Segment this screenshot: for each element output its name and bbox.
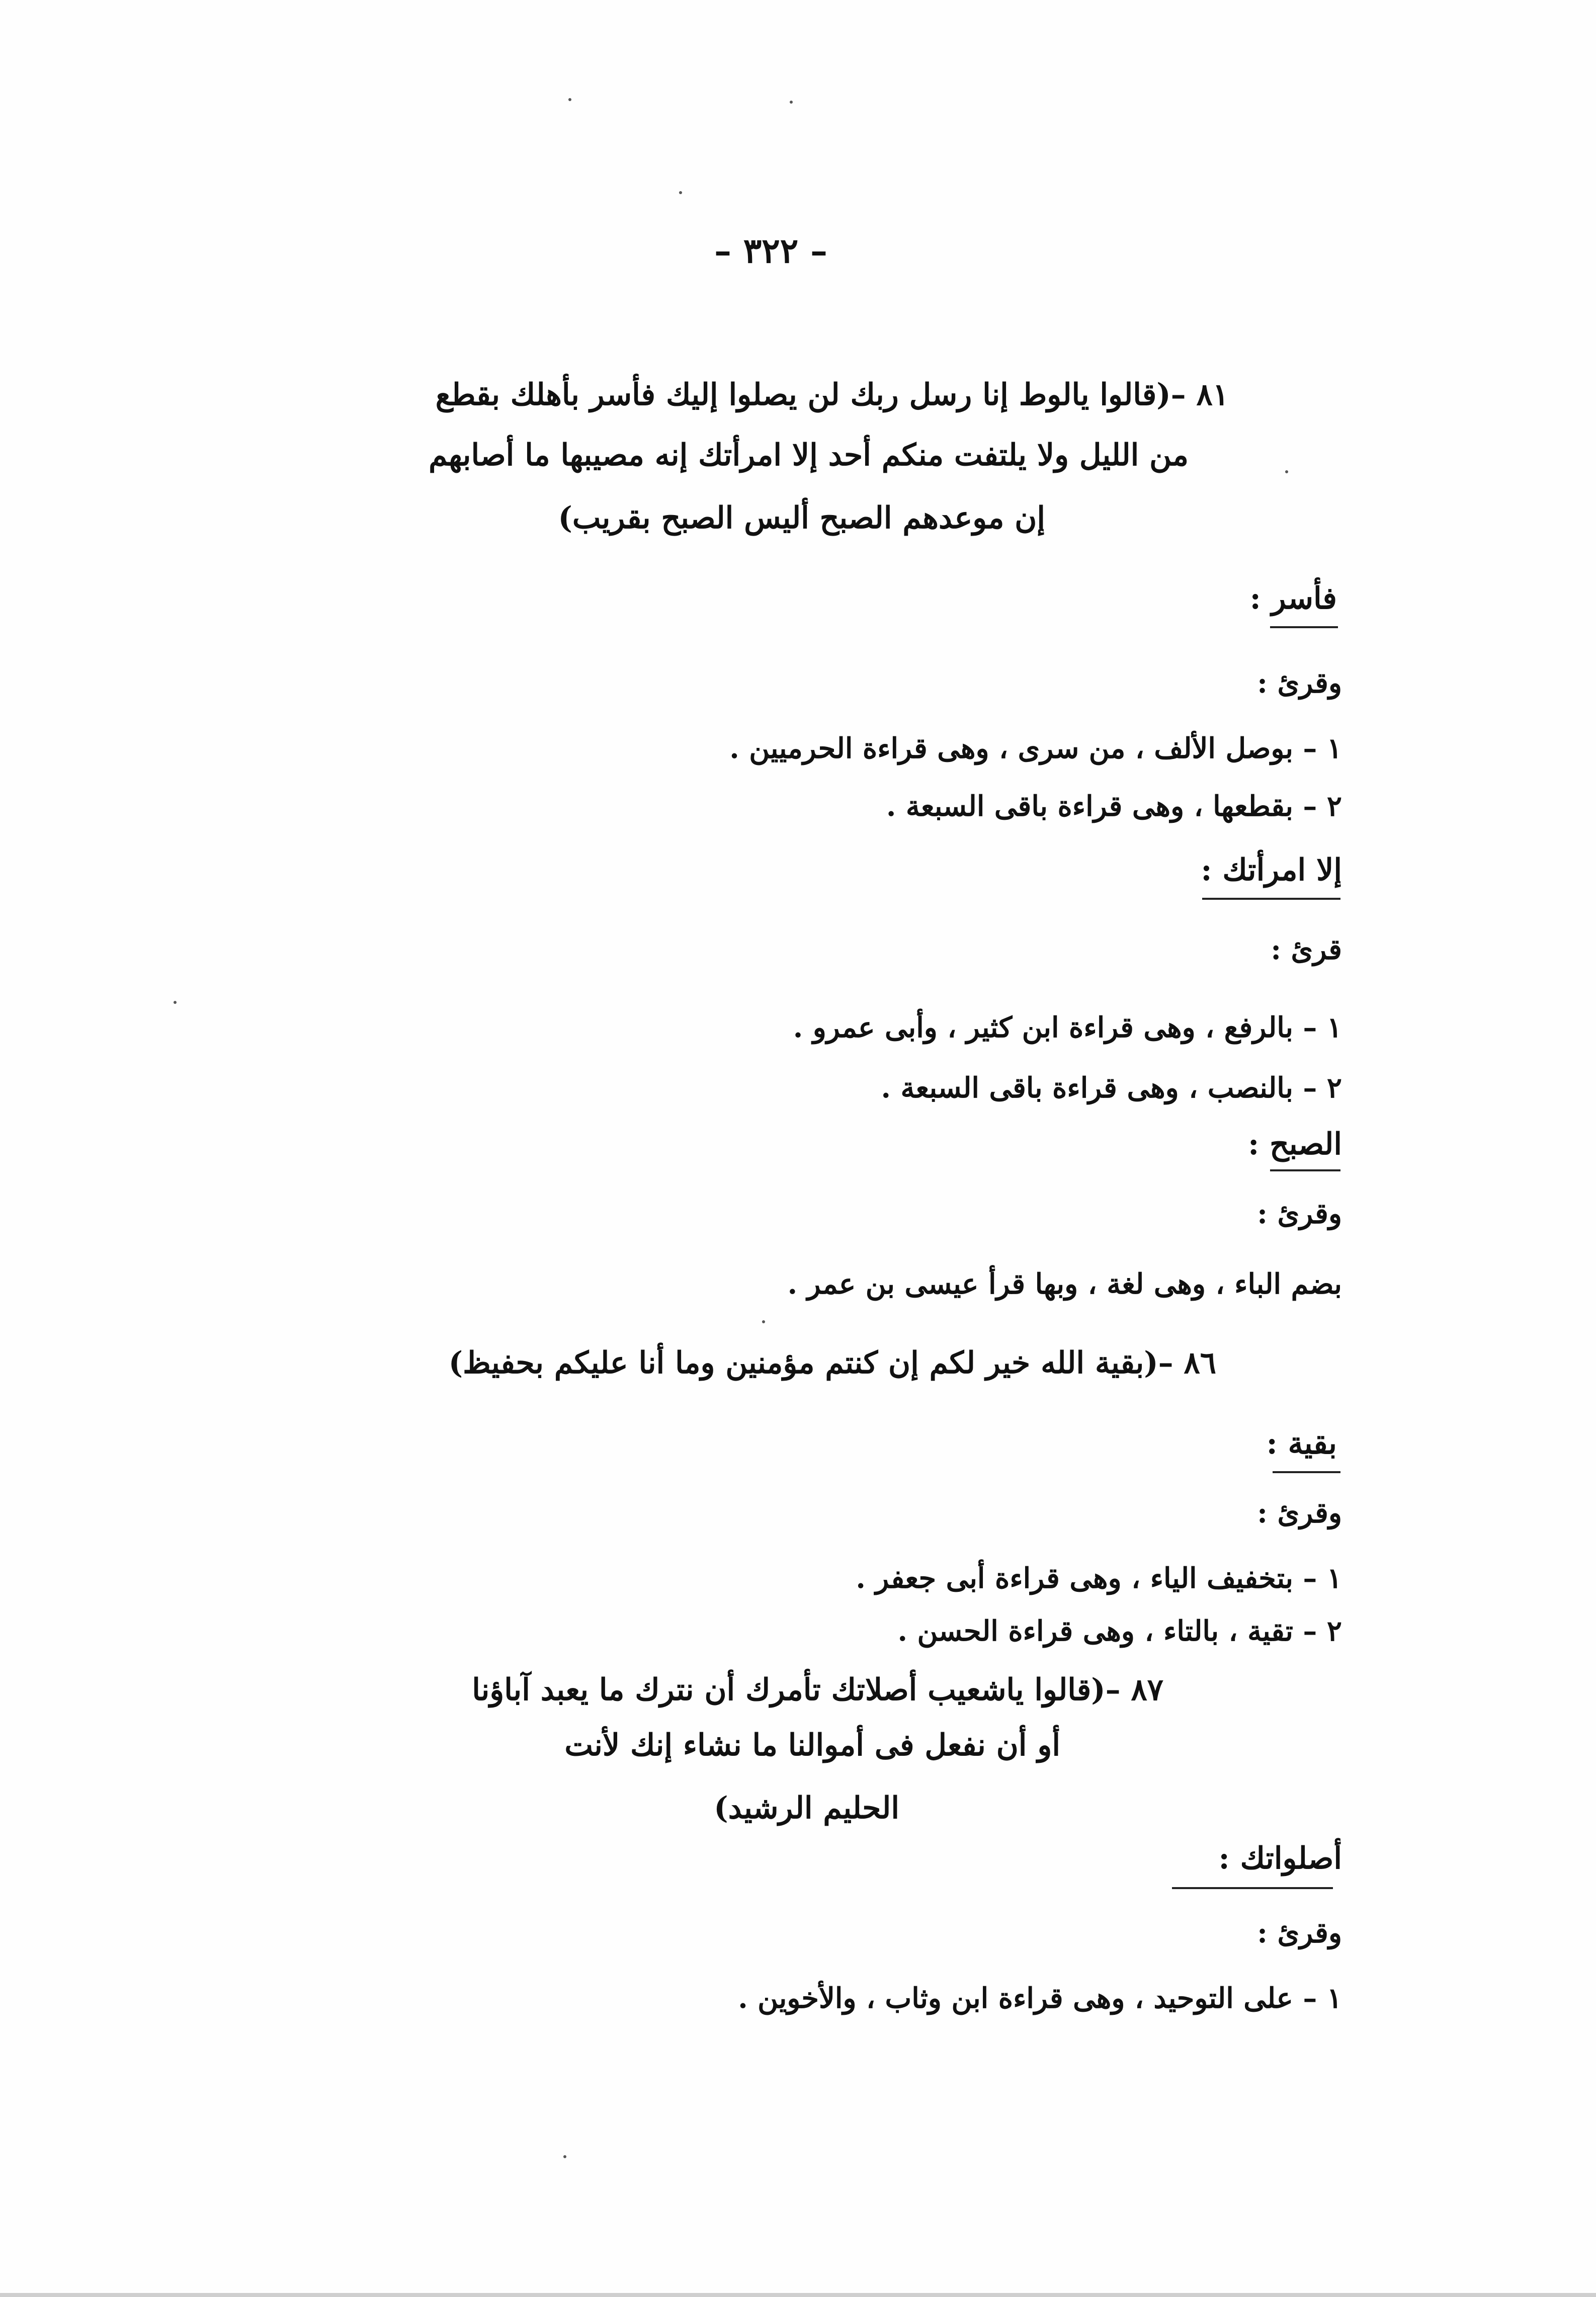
heading-subh-underline	[1270, 1169, 1340, 1171]
page-number: – ٣٢٢ –	[714, 231, 827, 271]
fasr-item-1: ١ – بوصل الألف ، من سرى ، وهى قراءة الحرميين .	[729, 732, 1342, 765]
heading-fasr: فأسر :	[1249, 581, 1337, 616]
baqiyya-item-1: ١ – بتخفيف الياء ، وهى قراءة أبى جعفر .	[856, 1562, 1342, 1595]
heading-baqiyya-underline	[1273, 1471, 1340, 1473]
page-bottom-edge	[0, 2293, 1596, 2297]
reading-label-3: وقرئ :	[1257, 1197, 1342, 1230]
verse-81-line-2: من الليل ولا يلتفت منكم أحد إلا امرأتك إنه مصيبها ما أصابهم	[429, 438, 1189, 473]
verse-87-line-2: أو أن نفعل فى أموالنا ما نشاء إنك لأنت	[564, 1728, 1060, 1763]
scan-speck	[568, 98, 571, 101]
reading-label-1: وقرئ :	[1257, 666, 1342, 700]
heading-fasr-underline	[1270, 626, 1338, 628]
verse-87-line-3: الحليم الرشيد)	[714, 1791, 899, 1826]
heading-illa-imraatak: إلا امرأتك :	[1201, 853, 1342, 888]
baqiyya-item-2: ٢ – تقية ، بالتاء ، وهى قراءة الحسن .	[897, 1614, 1342, 1648]
scan-speck	[563, 2155, 566, 2158]
scan-speck	[679, 191, 682, 194]
verse-81-line-1: ٨١ –(قالوا يالوط إنا رسل ربك لن يصلوا إليك فأسر بأهلك بقطع	[435, 377, 1229, 412]
imraatak-item-2: ٢ – بالنصب ، وهى قراءة باقى السبعة .	[881, 1071, 1342, 1104]
heading-subh: الصبح :	[1248, 1127, 1342, 1162]
heading-salawatuk-underline	[1172, 1887, 1333, 1889]
salawatuk-item-1: ١ – على التوحيد ، وهى قراءة ابن وثاب ، والأخوين .	[738, 1982, 1342, 2015]
heading-baqiyya: بقية :	[1266, 1426, 1337, 1461]
fasr-item-2: ٢ – بقطعها ، وهى قراءة باقى السبعة .	[886, 790, 1342, 823]
heading-salawatuk: أصلواتك :	[1218, 1841, 1342, 1876]
subh-reading: بضم الباء ، وهى لغة ، وبها قرأ عيسى بن عمر .	[787, 1267, 1342, 1301]
reading-label-2: قرئ :	[1271, 933, 1342, 966]
verse-81-line-3: إن موعدهم الصبح أليس الصبح بقريب)	[558, 500, 1045, 536]
scan-speck	[1285, 470, 1288, 473]
verse-86: ٨٦ –(بقية الله خير لكم إن كنتم مؤمنين وما أنا عليكم بحفيظ)	[448, 1345, 1216, 1381]
scan-speck	[790, 101, 793, 104]
scan-speck	[174, 1001, 177, 1004]
reading-label-5: وقرئ :	[1257, 1916, 1342, 1949]
verse-87-line-1: ٨٧ –(قالوا ياشعيب أصلاتك تأمرك أن نترك ما يعبد آباؤنا	[472, 1672, 1163, 1708]
reading-label-4: وقرئ :	[1257, 1496, 1342, 1529]
heading-illa-imraatak-underline	[1202, 898, 1340, 900]
imraatak-item-1: ١ – بالرفع ، وهى قراءة ابن كثير ، وأبى عمرو .	[793, 1011, 1342, 1044]
scan-speck	[762, 1320, 765, 1323]
